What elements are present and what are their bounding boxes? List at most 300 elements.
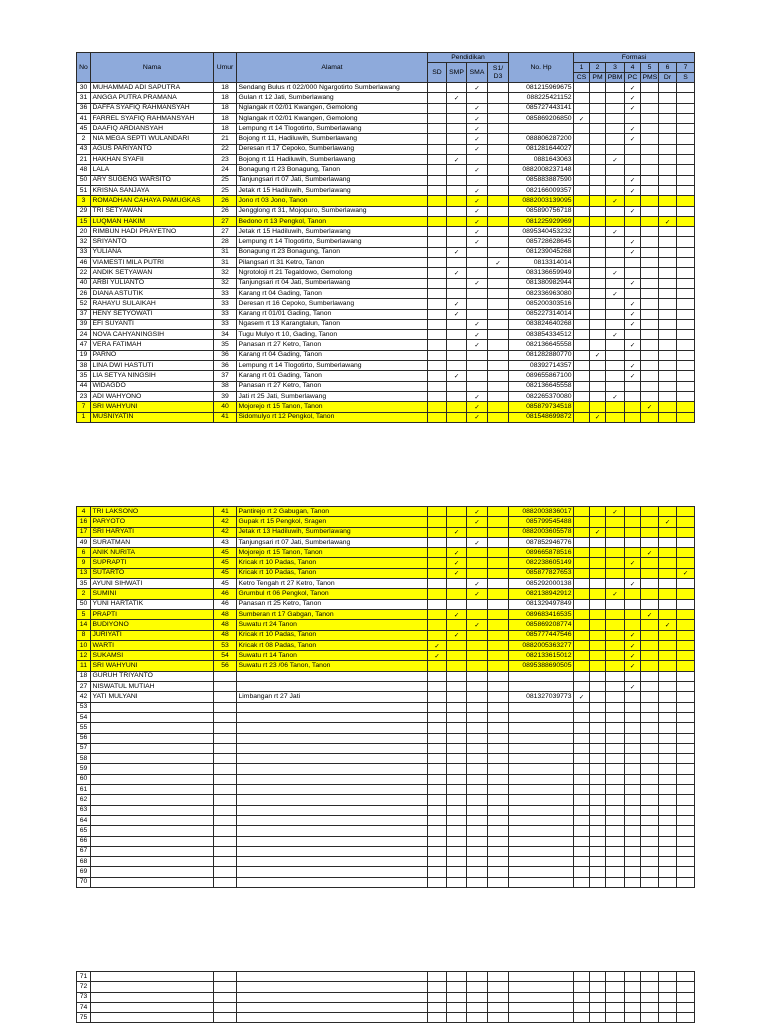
formasi-s-cell bbox=[677, 826, 695, 836]
table-row bbox=[77, 381, 695, 391]
table-row bbox=[77, 785, 695, 795]
formasi-code-pms: PMS bbox=[642, 73, 658, 81]
formasi-cs-cell bbox=[574, 754, 590, 764]
formasi-pm-cell bbox=[590, 620, 606, 630]
age-cell bbox=[214, 692, 237, 702]
education-smp-cell bbox=[447, 391, 467, 401]
formasi-cs-cell bbox=[574, 103, 590, 113]
address-cell: Karang rt 01 Gading, Tanon bbox=[237, 371, 428, 381]
formasi-pm-cell bbox=[590, 548, 606, 558]
formasi-dr-cell bbox=[659, 278, 677, 288]
formasi-pms-cell bbox=[641, 805, 659, 815]
address-cell: Jono rt 03 Jono, Tanon bbox=[237, 196, 428, 206]
row-number-cell: 3 bbox=[77, 196, 91, 206]
education-sd-cell bbox=[428, 630, 447, 640]
row-number-cell: 44 bbox=[77, 381, 91, 391]
formasi-pbm-cell bbox=[606, 93, 625, 103]
name-cell: VIAMESTI MILA PUTRI bbox=[91, 258, 214, 268]
row-number-cell: 10 bbox=[77, 640, 91, 650]
phone-cell: 0895388690505 bbox=[509, 661, 574, 671]
formasi-pm-cell bbox=[590, 103, 606, 113]
formasi-pbm-cell: ✓ bbox=[606, 155, 625, 165]
formasi-dr-cell bbox=[659, 309, 677, 319]
education-sma-cell: ✓ bbox=[467, 589, 488, 599]
row-number-cell: 52 bbox=[77, 299, 91, 309]
education-sma-cell bbox=[467, 268, 488, 278]
row-number-cell: 65 bbox=[77, 826, 91, 836]
education-sd-cell bbox=[428, 548, 447, 558]
name-cell: KRISNA SANJAYA bbox=[91, 185, 214, 195]
formasi-s-cell bbox=[677, 309, 695, 319]
formasi-pbm-cell bbox=[606, 537, 625, 547]
education-s1-d3-cell bbox=[488, 1013, 509, 1023]
age-cell: 48 bbox=[214, 630, 237, 640]
name-cell bbox=[91, 1013, 214, 1023]
education-sma-cell: ✓ bbox=[467, 206, 488, 216]
formasi-number-5: 5 bbox=[641, 63, 659, 73]
formasi-cs-cell bbox=[574, 507, 590, 517]
address-cell bbox=[237, 972, 428, 982]
education-s1-d3-cell bbox=[488, 412, 509, 422]
row-number-cell: 32 bbox=[77, 237, 91, 247]
formasi-s-cell bbox=[677, 558, 695, 568]
phone-cell: 085890756718 bbox=[509, 206, 574, 216]
formasi-pms-cell bbox=[641, 103, 659, 113]
formasi-pm-cell bbox=[590, 113, 606, 123]
row-number-cell: 19 bbox=[77, 350, 91, 360]
education-sma-cell bbox=[467, 661, 488, 671]
row-number-cell: 9 bbox=[77, 558, 91, 568]
education-sma-cell bbox=[467, 640, 488, 650]
age-cell bbox=[214, 846, 237, 856]
formasi-cs-cell bbox=[574, 640, 590, 650]
row-number-cell: 46 bbox=[77, 258, 91, 268]
formasi-pm-cell bbox=[590, 579, 606, 589]
education-smp-cell bbox=[447, 702, 467, 712]
formasi-pc-cell bbox=[625, 805, 641, 815]
name-cell: SUKAMSI bbox=[91, 651, 214, 661]
table-row bbox=[77, 982, 695, 992]
education-smp-cell bbox=[447, 144, 467, 154]
formasi-pm-cell bbox=[590, 196, 606, 206]
formasi-pms-cell bbox=[641, 743, 659, 753]
formasi-s-cell bbox=[677, 599, 695, 609]
formasi-pm-cell bbox=[590, 661, 606, 671]
phone-cell: 085869208774 bbox=[509, 620, 574, 630]
formasi-pc-cell bbox=[625, 857, 641, 867]
formasi-pms-cell bbox=[641, 972, 659, 982]
row-number-cell: 45 bbox=[77, 124, 91, 134]
formasi-pc-cell: ✓ bbox=[625, 93, 641, 103]
education-sd-cell bbox=[428, 309, 447, 319]
name-cell: VERA FATIMAH bbox=[91, 340, 214, 350]
formasi-pc-cell bbox=[625, 620, 641, 630]
formasi-pms-cell bbox=[641, 579, 659, 589]
phone-cell: 085877827653 bbox=[509, 568, 574, 578]
row-number-cell: 11 bbox=[77, 661, 91, 671]
age-cell: 33 bbox=[214, 309, 237, 319]
age-cell: 45 bbox=[214, 558, 237, 568]
education-sd-cell bbox=[428, 258, 447, 268]
formasi-cs-cell bbox=[574, 537, 590, 547]
formasi-pms-cell: ✓ bbox=[641, 402, 659, 412]
formasi-pc-cell bbox=[625, 692, 641, 702]
phone-cell bbox=[509, 867, 574, 877]
name-cell: AGUS PARIYANTO bbox=[91, 144, 214, 154]
address-cell bbox=[237, 815, 428, 825]
formasi-pc-cell: ✓ bbox=[625, 361, 641, 371]
formasi-dr-cell bbox=[659, 640, 677, 650]
name-cell: TRI LAKSONO bbox=[91, 507, 214, 517]
address-cell: Panasan rt 27 Ketro, Tanon bbox=[237, 340, 428, 350]
formasi-pbm-cell bbox=[606, 402, 625, 412]
formasi-pm-cell bbox=[590, 982, 606, 992]
formasi-pc-cell bbox=[625, 507, 641, 517]
education-sma-cell: ✓ bbox=[467, 144, 488, 154]
education-s1-d3-cell bbox=[488, 113, 509, 123]
formasi-pc-cell: ✓ bbox=[625, 651, 641, 661]
name-cell: JURIYATI bbox=[91, 630, 214, 640]
formasi-pbm-cell bbox=[606, 682, 625, 692]
education-sd-cell bbox=[428, 537, 447, 547]
formasi-s-cell bbox=[677, 299, 695, 309]
phone-cell: 085728628645 bbox=[509, 237, 574, 247]
row-number-cell: 14 bbox=[77, 620, 91, 630]
row-number-cell: 43 bbox=[77, 144, 91, 154]
formasi-code-pc: PC bbox=[625, 73, 641, 83]
formasi-pm-cell bbox=[590, 537, 606, 547]
formasi-s-cell bbox=[677, 412, 695, 422]
education-sd-cell bbox=[428, 712, 447, 722]
formasi-pm-cell bbox=[590, 846, 606, 856]
age-cell: 18 bbox=[214, 103, 237, 113]
education-sd-cell bbox=[428, 1013, 447, 1023]
formasi-cs-cell bbox=[574, 795, 590, 805]
row-number-cell: 64 bbox=[77, 815, 91, 825]
table-row bbox=[77, 579, 695, 589]
table-row bbox=[77, 620, 695, 630]
education-sma-cell: ✓ bbox=[467, 412, 488, 422]
column-group-formasi: Formasi bbox=[574, 53, 695, 63]
formasi-pc-cell bbox=[625, 743, 641, 753]
formasi-s-cell: ✓ bbox=[677, 568, 695, 578]
formasi-pms-cell bbox=[641, 361, 659, 371]
education-sma-cell: ✓ bbox=[467, 537, 488, 547]
education-s1-d3-cell bbox=[488, 371, 509, 381]
formasi-pbm-cell: ✓ bbox=[606, 391, 625, 401]
name-cell: HENY SETYOWATI bbox=[91, 309, 214, 319]
formasi-pms-cell bbox=[641, 517, 659, 527]
age-cell: 31 bbox=[214, 258, 237, 268]
education-smp-cell bbox=[447, 589, 467, 599]
table-row bbox=[77, 774, 695, 784]
education-sma-cell bbox=[467, 857, 488, 867]
phone-cell: 083136659949 bbox=[509, 268, 574, 278]
formasi-pms-cell bbox=[641, 268, 659, 278]
address-cell: Kricak rt 08 Padas, Tanon bbox=[237, 640, 428, 650]
formasi-pm-cell bbox=[590, 682, 606, 692]
formasi-cs-cell bbox=[574, 651, 590, 661]
formasi-dr-cell bbox=[659, 867, 677, 877]
education-smp-cell bbox=[447, 579, 467, 589]
formasi-pm-cell bbox=[590, 381, 606, 391]
address-cell: Suwatu rt 24 Tanon bbox=[237, 620, 428, 630]
education-sd-cell bbox=[428, 867, 447, 877]
phone-cell: 082336963080 bbox=[509, 288, 574, 298]
education-smp-cell bbox=[447, 682, 467, 692]
formasi-pms-cell bbox=[641, 692, 659, 702]
education-s1-d3-cell bbox=[488, 774, 509, 784]
address-cell: Bojong rt 11, Hadiluwih, Sumberlawang bbox=[237, 134, 428, 144]
name-cell: YULIANA bbox=[91, 247, 214, 257]
formasi-pbm-cell bbox=[606, 877, 625, 887]
education-smp-cell bbox=[447, 671, 467, 681]
formasi-s-cell bbox=[677, 185, 695, 195]
address-cell: Lempung rt 14 Tlogotirto, Sumberlawang bbox=[237, 124, 428, 134]
age-cell: 25 bbox=[214, 175, 237, 185]
address-cell: Suwatu rt 23 /06 Tanon, Tanon bbox=[237, 661, 428, 671]
row-number-cell: 2 bbox=[77, 134, 91, 144]
education-sma-cell: ✓ bbox=[467, 391, 488, 401]
formasi-dr-cell bbox=[659, 609, 677, 619]
formasi-pc-cell bbox=[625, 836, 641, 846]
table-row bbox=[77, 743, 695, 753]
education-sma-cell: ✓ bbox=[467, 103, 488, 113]
formasi-pm-cell bbox=[590, 144, 606, 154]
education-s1-d3-cell bbox=[488, 517, 509, 527]
education-sma-cell bbox=[467, 867, 488, 877]
age-cell: 45 bbox=[214, 548, 237, 558]
phone-cell bbox=[509, 702, 574, 712]
formasi-cs-cell bbox=[574, 785, 590, 795]
age-cell: 28 bbox=[214, 237, 237, 247]
name-cell: ANIK NURITA bbox=[91, 548, 214, 558]
formasi-pc-cell bbox=[625, 227, 641, 237]
address-cell: Tanjungsari rt 04 Jati, Sumberlawang bbox=[237, 278, 428, 288]
formasi-pbm-cell bbox=[606, 340, 625, 350]
address-cell: Suwatu rt 14 Tanon bbox=[237, 651, 428, 661]
formasi-cs-cell bbox=[574, 846, 590, 856]
address-cell bbox=[237, 723, 428, 733]
education-sma-cell bbox=[467, 1013, 488, 1023]
formasi-pc-cell bbox=[625, 537, 641, 547]
formasi-pbm-cell bbox=[606, 1013, 625, 1023]
education-sd-cell bbox=[428, 196, 447, 206]
formasi-dr-cell bbox=[659, 299, 677, 309]
formasi-pm-cell: ✓ bbox=[590, 527, 606, 537]
formasi-pm-cell bbox=[590, 391, 606, 401]
education-sd-cell bbox=[428, 278, 447, 288]
table-row bbox=[77, 113, 695, 123]
table-row bbox=[77, 227, 695, 237]
name-cell: NISWATUL MUTIAH bbox=[91, 682, 214, 692]
formasi-dr-cell bbox=[659, 537, 677, 547]
education-sd-cell bbox=[428, 609, 447, 619]
formasi-pbm-cell bbox=[606, 134, 625, 144]
formasi-pc-cell bbox=[625, 982, 641, 992]
education-sd-cell bbox=[428, 774, 447, 784]
formasi-pbm-cell bbox=[606, 620, 625, 630]
age-cell bbox=[214, 764, 237, 774]
formasi-pms-cell bbox=[641, 877, 659, 887]
formasi-dr-cell bbox=[659, 733, 677, 743]
table-row bbox=[77, 93, 695, 103]
phone-cell: 082166009357 bbox=[509, 185, 574, 195]
table-row bbox=[77, 278, 695, 288]
education-s1-d3-cell bbox=[488, 785, 509, 795]
formasi-pm-cell bbox=[590, 774, 606, 784]
formasi-dr-cell bbox=[659, 599, 677, 609]
name-cell: BUDIYONO bbox=[91, 620, 214, 630]
formasi-pbm-cell bbox=[606, 692, 625, 702]
address-cell bbox=[237, 764, 428, 774]
address-cell: Pilangsari rt 31 Ketro, Tanon bbox=[237, 258, 428, 268]
row-number-cell: 8 bbox=[77, 630, 91, 640]
table-row bbox=[77, 702, 695, 712]
formasi-pm-cell bbox=[590, 330, 606, 340]
age-cell bbox=[214, 867, 237, 877]
age-cell: 36 bbox=[214, 350, 237, 360]
formasi-pc-cell bbox=[625, 867, 641, 877]
age-cell: 48 bbox=[214, 609, 237, 619]
formasi-cs-cell bbox=[574, 815, 590, 825]
formasi-pc-cell: ✓ bbox=[625, 185, 641, 195]
phone-cell: 085777447546 bbox=[509, 630, 574, 640]
education-smp-cell bbox=[447, 754, 467, 764]
address-cell: Sendang Bulus rt 022/000 Ngargotirto Sumberlawang bbox=[237, 83, 428, 93]
formasi-s-cell bbox=[677, 517, 695, 527]
formasi-dr-cell bbox=[659, 124, 677, 134]
education-sma-cell bbox=[467, 155, 488, 165]
formasi-dr-cell bbox=[659, 826, 677, 836]
table-row bbox=[77, 103, 695, 113]
formasi-cs-cell: ✓ bbox=[574, 113, 590, 123]
formasi-pbm-cell bbox=[606, 609, 625, 619]
formasi-pm-cell bbox=[590, 651, 606, 661]
education-smp-cell bbox=[447, 517, 467, 527]
phone-cell: 082238605149 bbox=[509, 558, 574, 568]
education-sma-cell bbox=[467, 361, 488, 371]
formasi-dr-cell bbox=[659, 165, 677, 175]
education-sma-cell bbox=[467, 733, 488, 743]
formasi-pm-cell bbox=[590, 340, 606, 350]
formasi-s-cell bbox=[677, 630, 695, 640]
recruitment-table-block-3 bbox=[76, 971, 695, 1023]
formasi-pc-cell: ✓ bbox=[625, 558, 641, 568]
formasi-dr-cell bbox=[659, 682, 677, 692]
name-cell bbox=[91, 702, 214, 712]
age-cell: 56 bbox=[214, 661, 237, 671]
education-sd-cell bbox=[428, 216, 447, 226]
formasi-dr-cell bbox=[659, 206, 677, 216]
formasi-pms-cell bbox=[641, 815, 659, 825]
formasi-pms-cell bbox=[641, 867, 659, 877]
phone-cell: 0882003605578 bbox=[509, 527, 574, 537]
formasi-pms-cell bbox=[641, 982, 659, 992]
table-row bbox=[77, 609, 695, 619]
table-row bbox=[77, 309, 695, 319]
education-sma-cell bbox=[467, 764, 488, 774]
formasi-dr-cell bbox=[659, 288, 677, 298]
phone-cell bbox=[509, 671, 574, 681]
education-smp-cell bbox=[447, 743, 467, 753]
address-cell: Jetak rt 13 Hadiluwih, Sumberlawang bbox=[237, 527, 428, 537]
education-s1-d3-cell bbox=[488, 247, 509, 257]
education-smp-cell: ✓ bbox=[447, 93, 467, 103]
education-sd-cell bbox=[428, 836, 447, 846]
age-cell: 32 bbox=[214, 268, 237, 278]
formasi-pm-cell bbox=[590, 288, 606, 298]
name-cell: GURUH TRIYANTO bbox=[91, 671, 214, 681]
formasi-pc-cell bbox=[625, 815, 641, 825]
phone-cell: 085883887590 bbox=[509, 175, 574, 185]
education-s1-d3-cell bbox=[488, 815, 509, 825]
formasi-dr-cell bbox=[659, 815, 677, 825]
row-number-cell: 37 bbox=[77, 309, 91, 319]
formasi-pms-cell bbox=[641, 589, 659, 599]
formasi-pms-cell bbox=[641, 795, 659, 805]
phone-cell: 081282880770 bbox=[509, 350, 574, 360]
formasi-dr-cell bbox=[659, 527, 677, 537]
table-body bbox=[77, 507, 695, 888]
table-body bbox=[77, 972, 695, 1023]
formasi-dr-cell bbox=[659, 350, 677, 360]
formasi-dr-cell bbox=[659, 805, 677, 815]
education-sd-cell bbox=[428, 826, 447, 836]
row-number-cell: 56 bbox=[77, 733, 91, 743]
address-cell bbox=[237, 702, 428, 712]
education-sma-cell: ✓ bbox=[467, 319, 488, 329]
education-sma-cell bbox=[467, 93, 488, 103]
row-number-cell: 38 bbox=[77, 361, 91, 371]
phone-cell: 089655867100 bbox=[509, 371, 574, 381]
phone-cell: 089665878516 bbox=[509, 548, 574, 558]
formasi-s-cell bbox=[677, 651, 695, 661]
formasi-cs-cell bbox=[574, 319, 590, 329]
formasi-pc-cell bbox=[625, 733, 641, 743]
formasi-cs-cell bbox=[574, 237, 590, 247]
phone-cell: 0881643063 bbox=[509, 155, 574, 165]
education-smp-cell bbox=[447, 412, 467, 422]
education-smp-cell bbox=[447, 815, 467, 825]
formasi-dr-cell bbox=[659, 258, 677, 268]
education-smp-cell bbox=[447, 165, 467, 175]
formasi-pms-cell bbox=[641, 350, 659, 360]
formasi-pbm-cell bbox=[606, 712, 625, 722]
formasi-pms-cell bbox=[641, 206, 659, 216]
formasi-pms-cell bbox=[641, 733, 659, 743]
formasi-pbm-cell bbox=[606, 599, 625, 609]
row-number-cell: 29 bbox=[77, 206, 91, 216]
education-smp-cell bbox=[447, 857, 467, 867]
column-header-d3-line: D3 bbox=[493, 72, 503, 80]
formasi-pbm-cell bbox=[606, 651, 625, 661]
formasi-pm-cell: ✓ bbox=[590, 412, 606, 422]
education-s1-d3-cell bbox=[488, 548, 509, 558]
formasi-dr-cell bbox=[659, 155, 677, 165]
formasi-pm-cell bbox=[590, 185, 606, 195]
name-cell: RAHAYU SULAIKAH bbox=[91, 299, 214, 309]
education-s1-d3-cell bbox=[488, 877, 509, 887]
address-cell bbox=[237, 671, 428, 681]
education-sd-cell bbox=[428, 381, 447, 391]
education-s1-d3-cell bbox=[488, 640, 509, 650]
address-cell bbox=[237, 774, 428, 784]
name-cell: PARNO bbox=[91, 350, 214, 360]
name-cell: LIA SETYA NINGSIH bbox=[91, 371, 214, 381]
formasi-cs-cell bbox=[574, 330, 590, 340]
formasi-dr-cell bbox=[659, 630, 677, 640]
